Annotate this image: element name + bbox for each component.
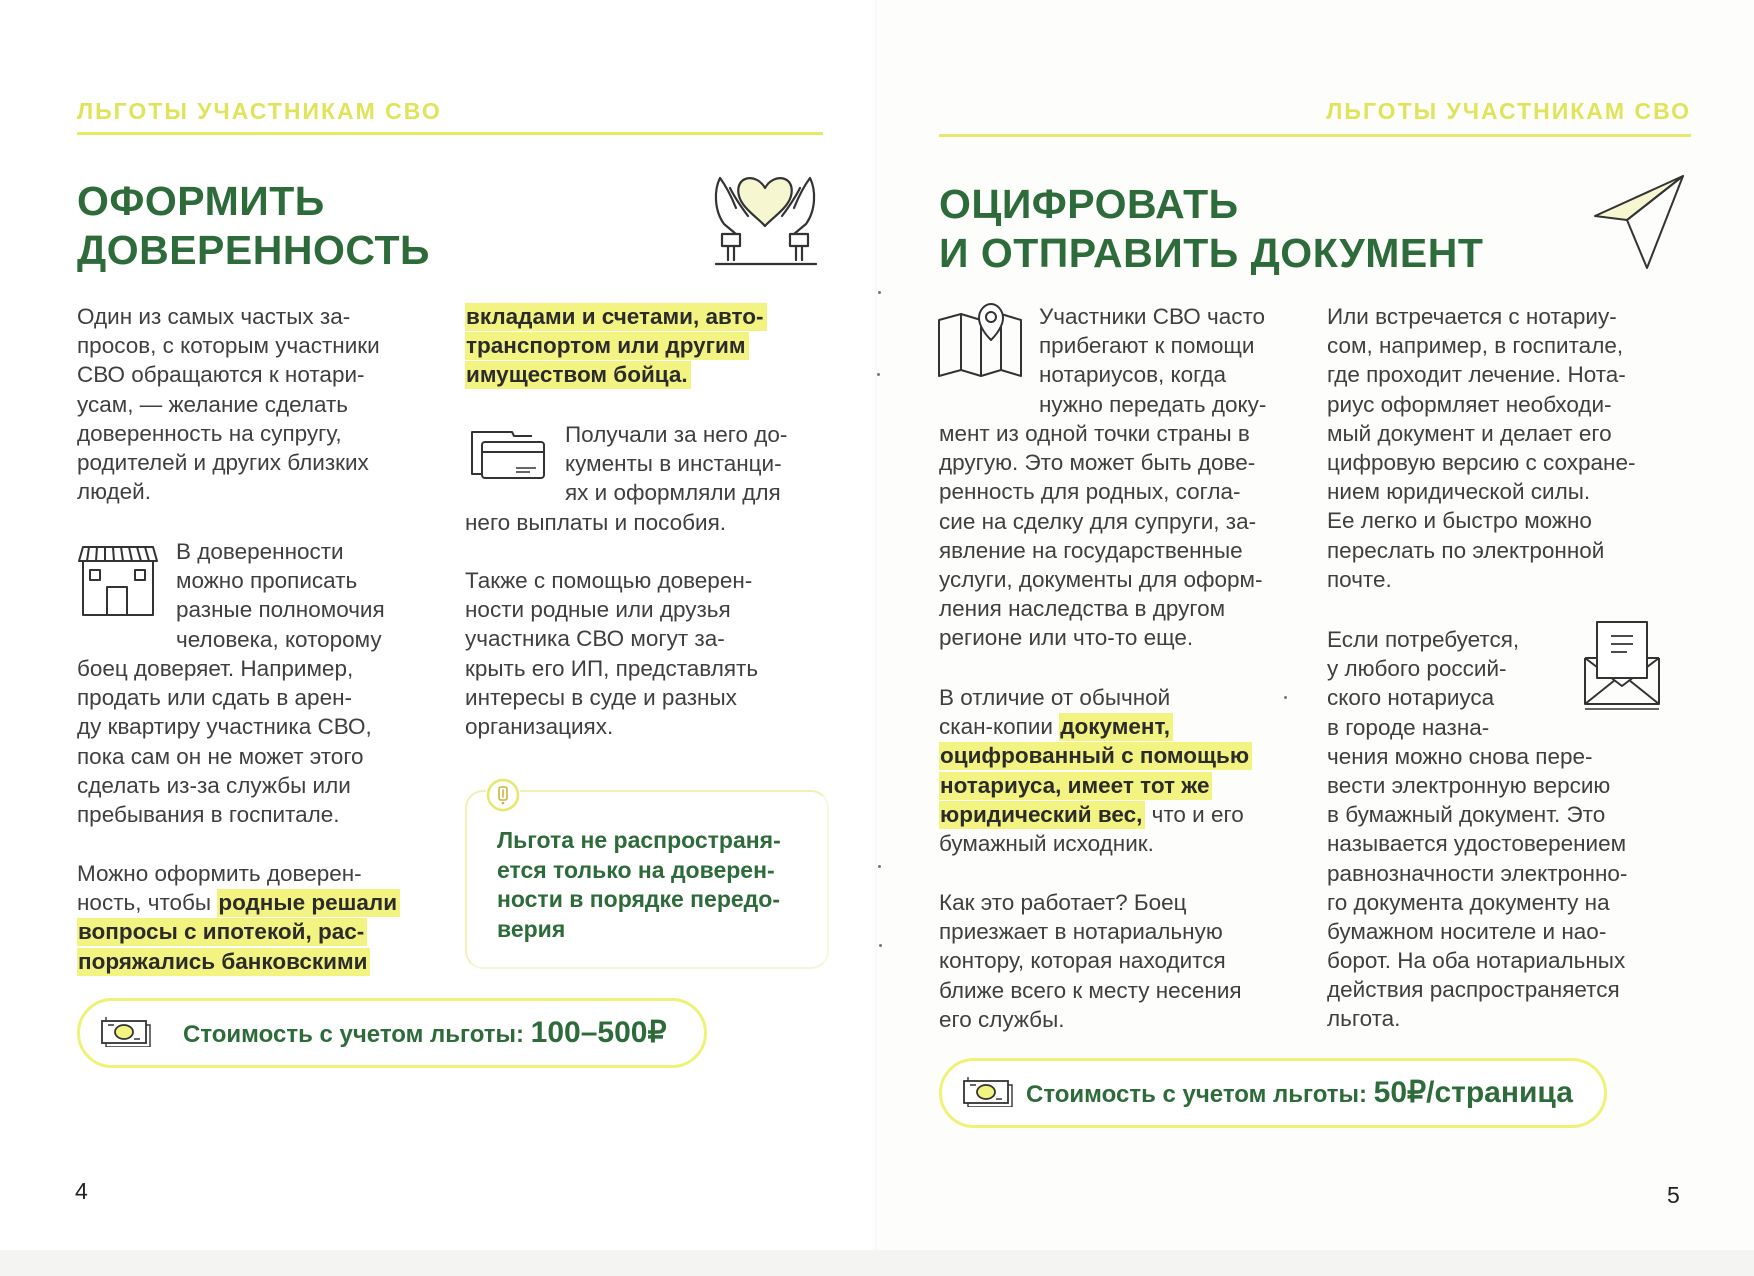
text-line: почте. (1327, 566, 1392, 592)
paragraph (1327, 302, 1635, 594)
text-line: равнозначности электронно- (1327, 860, 1628, 886)
text-line: ления наследства в другом (939, 596, 1226, 622)
page-number: 4 (75, 1178, 88, 1204)
text-line: нием юридической силы. (1327, 479, 1591, 505)
running-header: ЛЬГОТЫ УЧАСТНИКАМ СВО (1326, 98, 1691, 124)
text-line: боец доверяет. Например, (77, 656, 354, 681)
text-line (77, 947, 400, 976)
envelope-letter-icon (1581, 618, 1663, 710)
paragraph (465, 302, 767, 390)
scan-speck (879, 944, 882, 947)
text-line (465, 302, 767, 331)
text-line: в городе назна- (1327, 714, 1490, 740)
text-line: другую. Это может быть дове- (939, 450, 1256, 476)
highlighted-text: юридический вес, (939, 801, 1145, 829)
text-line: явление на государственные (939, 537, 1243, 563)
text-line (939, 771, 1252, 800)
text-line: Ее легко и быстро можно (1327, 508, 1592, 534)
title-line: ДОВЕРЕННОСТЬ (77, 227, 430, 273)
text-line: переслать по электронной (1327, 537, 1605, 563)
scan-speck (1284, 696, 1287, 699)
page-title (939, 180, 1483, 278)
text-span: ность, чтобы (77, 890, 218, 916)
text-line (465, 360, 767, 389)
title-line: ОФОРМИТЬ (77, 178, 325, 224)
highlighted-text: имуществом бойца. (465, 361, 691, 389)
text-line: разные полномочия (176, 597, 385, 623)
page-title (77, 177, 430, 275)
paragraph (1039, 302, 1266, 419)
right-page (877, 0, 1754, 1250)
text-line: борот. На оба нотариальных (1327, 948, 1626, 974)
text-line: бумажный исходник. (939, 830, 1154, 856)
header-rule (77, 132, 823, 135)
text-line: риус оформляет необходи- (1327, 391, 1612, 417)
text-line: верия (497, 915, 566, 942)
text-line (939, 800, 1252, 829)
paragraph (939, 683, 1252, 858)
text-line: приезжает в нотариальную (939, 919, 1223, 945)
scan-speck (878, 865, 881, 868)
text-line: ях и оформляли для (565, 480, 781, 506)
text-line: контору, которая находится (939, 948, 1226, 974)
scan-speck (878, 291, 881, 294)
scan-speck (877, 373, 880, 376)
highlighted-text: транспортом или другим (465, 332, 749, 360)
text-line: называется удостоверением (1327, 831, 1627, 857)
text-line: прибегают к помощи (1039, 333, 1255, 359)
text-line: сие на сделку для супруги, за- (939, 508, 1257, 534)
text-line: ского нотариуса (1327, 685, 1495, 711)
text-line: его службы. (939, 1006, 1065, 1032)
text-line: ренность для родных, согла- (939, 479, 1241, 505)
text-line: усам, — желание сделать (77, 391, 349, 417)
text-line: человека, которому (176, 626, 382, 652)
cost-label (1026, 1061, 1573, 1127)
text-line: чения можно снова пере- (1327, 743, 1593, 769)
text-line: него выплаты и пособия. (465, 510, 727, 535)
text-line: людей. (77, 479, 151, 505)
highlighted-text: вопросы с ипотекой, рас- (77, 918, 367, 946)
paragraph (465, 566, 758, 741)
text-line: мент из одной точки страны в (939, 421, 1250, 446)
running-header: ЛЬГОТЫ УЧАСТНИКАМ СВО (77, 98, 442, 124)
cost-pill (939, 1058, 1607, 1128)
text-line: в бумажный документ. Это (1327, 802, 1606, 828)
highlighted-text: родные решали (217, 889, 400, 917)
cost-label (183, 1001, 667, 1067)
paragraph (77, 654, 372, 829)
text-line: Получали за него до- (565, 422, 788, 447)
cost-pill (77, 998, 707, 1068)
text-line: регионе или что-то еще. (939, 625, 1194, 651)
text-line: Или встречается с нотариу- (1327, 304, 1617, 329)
text-line: Участники СВО часто (1039, 304, 1266, 329)
paragraph (77, 302, 380, 506)
text-line: крыть его ИП, представлять (465, 655, 759, 681)
exclamation-icon (486, 778, 520, 812)
banknote-icon (100, 1017, 152, 1052)
highlighted-text: оцифрованный с помощью (939, 742, 1252, 770)
text-line: можно прописать (176, 568, 358, 594)
paragraph (176, 537, 385, 654)
text-line: нужно передать доку- (1039, 391, 1267, 417)
text-line (939, 712, 1252, 741)
note-text (497, 826, 781, 944)
text-line: вести электронную версию (1327, 772, 1611, 798)
text-line (77, 917, 400, 946)
highlighted-text: документ, (1059, 713, 1173, 741)
text-line: сом, например, в госпитале, (1327, 333, 1624, 359)
text-line: ближе всего к месту несения (939, 977, 1242, 1003)
text-line: сделать из-за службы или (77, 772, 351, 798)
map-pin-icon (937, 302, 1023, 378)
house-icon (77, 543, 159, 619)
text-line: го документа документу на (1327, 889, 1610, 915)
text-span: что и его (1145, 801, 1244, 827)
cost-text: Стоимость с учетом льготы: (1026, 1081, 1374, 1108)
text-line: ется только на доверен- (497, 856, 775, 883)
highlighted-text: нотариуса, имеет тот же (939, 772, 1212, 800)
text-line: Если потребуется, (1327, 627, 1520, 652)
text-line: доверенность на супругу, (77, 420, 342, 446)
hands-heart-icon (706, 168, 824, 268)
text-line: Как это работает? Боец (939, 890, 1187, 915)
title-line: И ОТПРАВИТЬ ДОКУМЕНТ (939, 230, 1484, 276)
text-line: Также с помощью доверен- (465, 568, 753, 593)
text-line: у любого россий- (1327, 656, 1507, 682)
highlighted-text: поряжались банковскими (77, 948, 370, 976)
header-rule (939, 134, 1691, 137)
text-line: где проходит лечение. Нота- (1327, 362, 1626, 388)
text-line: бумажном носителе и нао- (1327, 918, 1607, 944)
cost-text: Стоимость с учетом льготы: (183, 1021, 531, 1048)
paragraph (77, 859, 400, 976)
text-line (77, 888, 400, 917)
paragraph (565, 420, 787, 508)
text-line: нотариусов, когда (1039, 362, 1227, 388)
text-line: родителей и других близких (77, 449, 369, 475)
highlighted-text: вкладами и счетами, авто- (465, 303, 767, 331)
text-line: просов, с которым участники (77, 333, 380, 359)
title-line: ОЦИФРОВАТЬ (939, 181, 1239, 227)
text-line: Можно оформить доверен- (77, 861, 362, 886)
text-line: СВО обращаются к нотари- (77, 362, 365, 388)
page-number: 5 (1667, 1182, 1680, 1208)
text-line: цифровую версию с сохране- (1327, 449, 1636, 475)
paragraph (939, 419, 1262, 653)
credit-card-icon (468, 428, 548, 482)
text-line: участника СВО могут за- (465, 626, 725, 652)
text-line: услуги, документы для оформ- (939, 566, 1263, 592)
text-line: В отличие от обычной (939, 685, 1171, 710)
text-line: пока сам он не может этого (77, 743, 364, 769)
text-line: продать или сдать в арен- (77, 685, 352, 711)
text-line (465, 331, 767, 360)
text-line: льгота. (1327, 1006, 1401, 1032)
text-line: В доверенности (176, 539, 344, 564)
text-line: интересы в суде и разных (465, 684, 737, 710)
paper-plane-icon (1591, 172, 1687, 272)
text-line: Один из самых частых за- (77, 304, 351, 329)
cost-value: 100–500₽ (530, 1016, 667, 1049)
text-line: пребывания в госпитале. (77, 801, 340, 827)
text-span: скан-копии (939, 714, 1060, 740)
text-line: ду квартиру участника СВО, (77, 714, 372, 740)
cost-value: 50₽/страница (1373, 1076, 1573, 1109)
text-line: мый документ и делает его (1327, 420, 1612, 446)
text-line: Льгота не распространя- (497, 827, 781, 853)
banknote-icon (962, 1077, 1014, 1112)
text-line: действия распространяется (1327, 977, 1620, 1003)
text-line (939, 741, 1252, 770)
text-line: организациях. (465, 713, 614, 739)
text-line: ности родные или друзья (465, 597, 731, 623)
paragraph (939, 888, 1242, 1034)
left-page (0, 0, 877, 1250)
text-line: кументы в инстанци- (565, 451, 782, 477)
text-line: ности в порядке передо- (497, 886, 780, 912)
paragraph (465, 508, 726, 537)
